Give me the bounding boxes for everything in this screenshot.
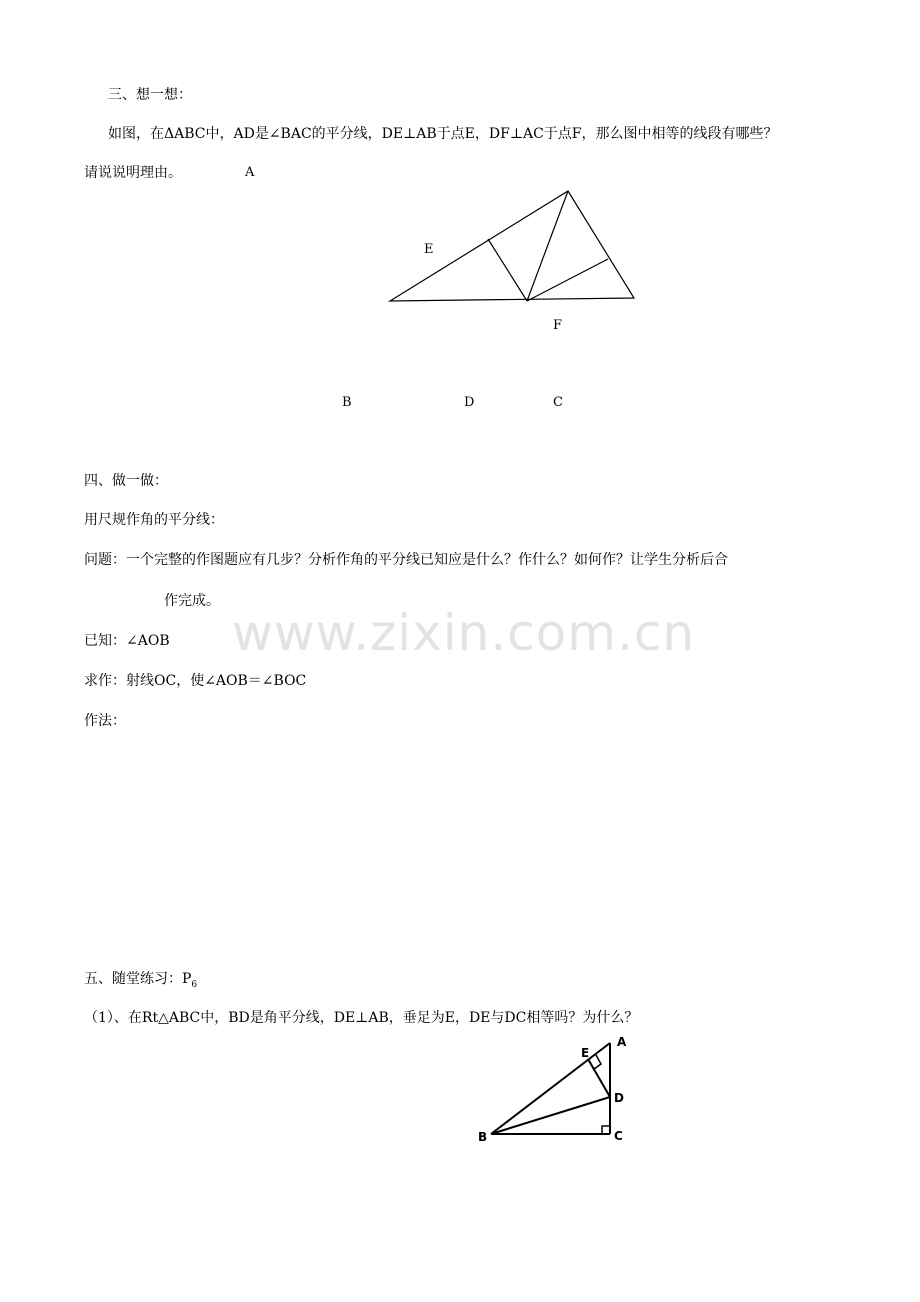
figure1-label-d: D	[464, 395, 475, 410]
section4-problem-line1: 问题：一个完整的作图题应有几步？分析作角的平分线已知应是什么？作什么？如何作？让学生分析后合	[84, 552, 728, 568]
section4-method: 作法：	[84, 713, 126, 729]
figure2-side-ab	[491, 1043, 610, 1134]
figure2-right-angle-e	[594, 1055, 601, 1069]
figure2-label-e: E	[581, 1046, 590, 1060]
figure1-label-e: E	[424, 242, 434, 257]
figure1-label-b: B	[342, 395, 352, 410]
figure1-label-c: C	[553, 395, 563, 410]
figure1-label-f: F	[553, 318, 563, 333]
section4-construct: 求作：射线OC，使∠AOB＝∠BOC	[84, 673, 307, 689]
figure2-label-c: C	[614, 1129, 623, 1143]
figure2-label-b: B	[478, 1130, 488, 1144]
section4-problem-line2: 作完成。	[164, 593, 220, 609]
watermark: www.zixin.com.cn	[232, 604, 696, 662]
figure2-bisector-bd	[491, 1097, 610, 1134]
figure2-right-angle-c	[602, 1126, 610, 1134]
section4-task: 用尺规作角的平分线：	[84, 512, 224, 528]
section4-heading: 四、做一做：	[84, 473, 168, 489]
section3-heading: 三、想一想：	[108, 87, 192, 103]
section3-question-line2: 请说说明理由。	[84, 165, 182, 181]
figure2-label-d: D	[614, 1091, 624, 1105]
section4-given: 已知：∠AOB	[84, 633, 170, 649]
figure2-label-a: A	[617, 1035, 627, 1049]
section5-heading-sub: 6	[191, 979, 198, 990]
section5-exercise1: （1）、在Rt△ABC中，BD是角平分线，DE⊥AB，垂足为E，DE与DC相等吗？为什么？	[84, 1010, 639, 1026]
section3-question-line1: 如图，在ΔABC中，AD是∠BAC的平分线，DE⊥AB于点E，DF⊥AC于点F，那么图中相等的线段有哪些？	[108, 126, 778, 142]
figure1-label-a: A	[245, 165, 255, 180]
section5-heading-text: 五、随堂练习：P	[84, 971, 192, 987]
